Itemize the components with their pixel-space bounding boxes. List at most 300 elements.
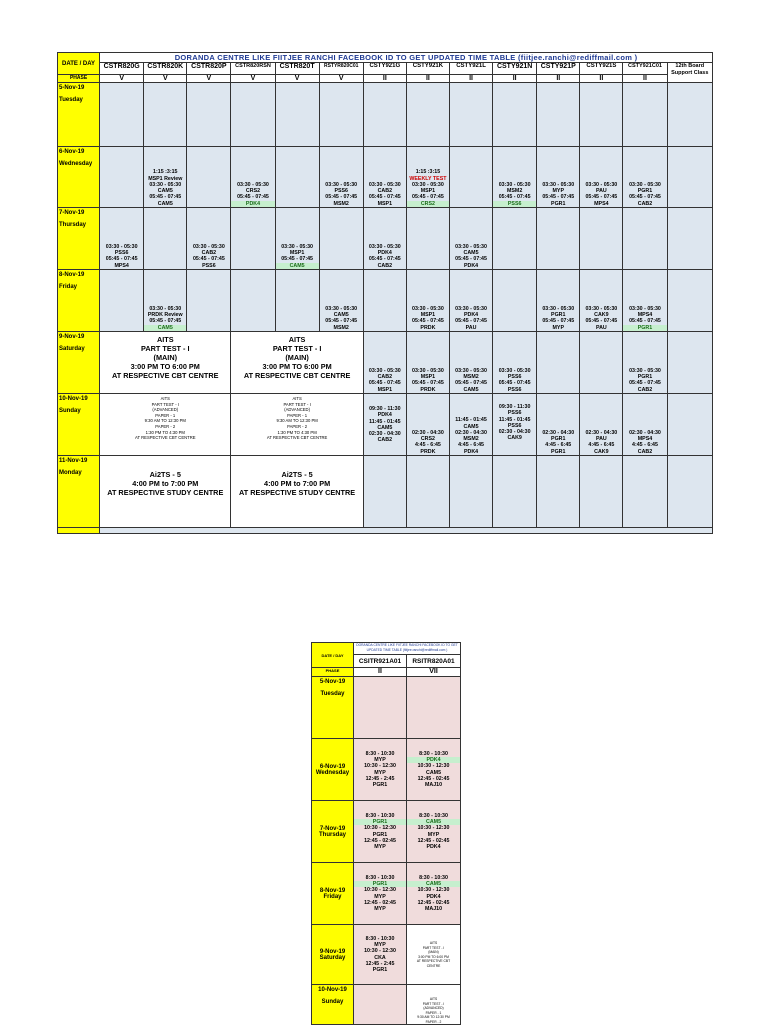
- subject-code: PDK4: [426, 893, 441, 900]
- day-cell: [58, 394, 100, 456]
- slot-cell: [231, 147, 275, 208]
- time-slot: 05:45 - 07:45: [149, 318, 182, 325]
- subject-code: MSM2: [506, 188, 523, 195]
- day-label: Wednesday: [59, 161, 93, 167]
- slot-cell: [319, 83, 363, 147]
- slot-cell: [275, 147, 319, 208]
- day-label: Sunday: [321, 999, 344, 1005]
- slot-cell: [580, 83, 623, 147]
- exam-line: PART TEST - I: [422, 945, 445, 950]
- col-header: CSTY921S: [580, 63, 623, 75]
- subject-code: MSM2: [333, 324, 349, 331]
- time-slot: 8:30 - 10:30: [419, 874, 448, 881]
- slot-cell: [623, 456, 667, 528]
- day-cell: [58, 332, 100, 394]
- slot-cell: [449, 394, 492, 456]
- date-label: 6-Nov-19: [59, 149, 85, 155]
- exam-line: PART TEST - I: [272, 344, 322, 353]
- slot-cell: [537, 394, 580, 456]
- time-slot: 4:45 - 6:45: [588, 442, 615, 449]
- slot-cell: [100, 270, 144, 332]
- exam-title: AITS: [288, 335, 306, 344]
- subject-code: MPS4: [637, 436, 653, 443]
- exam-line: PAPER - 1: [425, 1010, 442, 1015]
- time-slot: 03:30 - 05:30: [629, 367, 661, 374]
- slot-cell: [187, 147, 231, 208]
- exam-title: AITS: [156, 335, 174, 344]
- slot-cell: [231, 270, 275, 332]
- time-slot: 05:45 - 07:45: [455, 256, 487, 263]
- subject-code: CAB2: [377, 262, 393, 269]
- slot-cell: [144, 147, 187, 208]
- phase-cell: II: [406, 75, 449, 83]
- table-row: [312, 677, 461, 739]
- day-cell: [312, 677, 354, 739]
- subject-code: MPS4: [114, 262, 129, 269]
- date-label: 7-Nov-19: [319, 825, 346, 832]
- time-slot: 11:45 - 01:45: [498, 416, 531, 423]
- time-slot: 05:45 - 07:45: [192, 256, 225, 263]
- time-slot: 05:45 - 07:45: [455, 318, 487, 325]
- time-slot: 8:30 - 10:30: [365, 812, 395, 819]
- day-cell: [58, 83, 100, 147]
- time-slot: 05:45 - 07:45: [237, 194, 269, 201]
- time-slot: 03:30 - 05:30: [629, 305, 661, 312]
- slot-cell: [449, 456, 492, 528]
- slot-cell: [449, 270, 492, 332]
- slot-cell: [187, 270, 231, 332]
- time-slot: 4:45 - 6:45: [414, 442, 441, 449]
- main-timetable: [57, 52, 713, 534]
- time-slot: 05:45 - 07:45: [368, 194, 401, 201]
- time-slot: 03:30 - 05:30: [149, 305, 182, 312]
- slot-cell: [493, 456, 537, 528]
- slot-cell: [363, 83, 406, 147]
- subject-code: CAK9: [594, 312, 609, 319]
- slot-cell: [231, 208, 275, 270]
- time-slot: 05:45 - 07:45: [105, 256, 138, 263]
- exam-line: PART TEST - I: [422, 1001, 445, 1006]
- time-slot: 03:30 - 05:30: [368, 367, 401, 374]
- day-cell: [58, 208, 100, 270]
- exam-block: [231, 394, 363, 456]
- slot-cell: [354, 985, 407, 1025]
- exam-line: (MAIN): [428, 950, 439, 954]
- slot-cell: [406, 270, 449, 332]
- subject-code: MYP: [374, 769, 386, 776]
- exam-time: 3:00 PM TO 6:00 PM: [418, 954, 449, 959]
- subject-code: MYP: [374, 756, 386, 763]
- subject-code: CAM5: [144, 325, 186, 331]
- slot-cell: [493, 147, 537, 208]
- time-slot: 10:30 - 12:30: [417, 763, 450, 770]
- day-label: Wednesday: [315, 769, 350, 776]
- slot-cell: [144, 208, 187, 270]
- slot-cell: [407, 801, 461, 863]
- table-row: [58, 83, 713, 147]
- time-slot: 10:30 - 12:30: [364, 887, 396, 894]
- exam-block: [100, 394, 231, 456]
- slot-cell: [667, 208, 712, 270]
- col-header: CSTY921P: [537, 63, 580, 75]
- slot-cell: [363, 394, 406, 456]
- weekly-test-label: WEEKLY TEST: [409, 175, 447, 182]
- subject-code: PGR1: [551, 200, 566, 207]
- time-slot: 03:30 - 05:30: [629, 181, 661, 188]
- subject-code: CAM5: [157, 200, 173, 207]
- slot-cell: [623, 208, 667, 270]
- subject-code: PGR1: [372, 967, 388, 974]
- table-row: [312, 739, 461, 801]
- phase-label: PHASE: [58, 75, 100, 83]
- subject-code: PAU: [595, 324, 607, 331]
- subject-code: CAB2: [637, 200, 653, 207]
- time-slot: 03:30 - 05:30: [542, 305, 575, 312]
- exam-venue: CENTRE: [426, 963, 441, 968]
- subject-code: PAU: [595, 188, 607, 195]
- slot-cell: [580, 270, 623, 332]
- exam-line: (MAIN): [153, 353, 178, 362]
- slot-cell: [449, 83, 492, 147]
- col-header: RSITR820A01: [407, 655, 461, 668]
- slot-cell: [623, 147, 667, 208]
- day-label: Tuesday: [320, 691, 345, 697]
- slot-cell: [580, 456, 623, 528]
- exam-line: PAPER - 2: [155, 423, 176, 429]
- day-cell: [312, 925, 354, 985]
- slot-cell: [407, 739, 461, 801]
- exam-line: (ADVANCED): [423, 1006, 444, 1010]
- page-title: DORANDA CENTRE LIKE FIITJEE RANCHI FACEBOOK ID TO GET UPDATED TIME TABLE (fiitjee.ranchi@rediffmail.com ): [100, 53, 713, 63]
- subject-code: MSP1: [377, 386, 393, 393]
- second-timetable: [311, 642, 461, 1025]
- exam-title: AITS: [429, 997, 438, 1001]
- subject-code: MSP1: [420, 374, 436, 381]
- date-day-header: DATE / DAY: [58, 53, 100, 75]
- subject-code: MYP: [427, 831, 440, 838]
- phase-cell: II: [493, 75, 537, 83]
- subject-code: CAM5: [333, 312, 349, 319]
- slot-cell: [275, 208, 319, 270]
- subject-code: PAU: [465, 324, 477, 331]
- time-slot: 1:15 :3:15: [153, 169, 178, 176]
- subject-code: PGR1: [372, 831, 388, 838]
- subject-code: PSS6: [507, 374, 522, 381]
- time-slot: 05:45 - 07:45: [498, 194, 531, 201]
- phase-cell: II: [449, 75, 492, 83]
- exam-line: (MAIN): [285, 353, 309, 362]
- slot-cell: [667, 332, 712, 394]
- slot-cell: [406, 83, 449, 147]
- slot-cell: [407, 863, 461, 925]
- day-label: Monday: [59, 470, 82, 476]
- exam-venue: AT RESPECTIVE STUDY CENTRE: [239, 488, 356, 497]
- exam-line: PAPER - 1: [155, 412, 176, 418]
- col-header: CSTR820K: [144, 63, 187, 75]
- phase-cell: V: [100, 75, 144, 83]
- col-header: CSTR820G: [100, 63, 144, 75]
- subject-code: CAM5: [157, 188, 173, 195]
- col-header: CSTY921N: [493, 63, 537, 75]
- subject-code: CAM5: [463, 250, 479, 257]
- time-slot: 05:45 - 07:45: [325, 318, 358, 325]
- time-slot: 05:45 - 07:45: [412, 318, 444, 325]
- slot-cell: [275, 83, 319, 147]
- day-label: Saturday: [59, 346, 85, 352]
- date-label: 6-Nov-19: [319, 763, 346, 770]
- subject-code: PGR1: [551, 312, 566, 319]
- col-header: CSTY921L: [449, 63, 492, 75]
- exam-title: Ai2TS - 5: [281, 470, 313, 479]
- subject-code: PDK4: [231, 201, 274, 207]
- time-slot: 03:30 - 05:30: [455, 243, 487, 250]
- time-slot: 03:30 - 05:30: [498, 367, 531, 374]
- slot-cell: [275, 270, 319, 332]
- exam-block: [100, 456, 231, 528]
- slot-cell: [667, 83, 712, 147]
- col-header: RSTYR820C01: [319, 63, 363, 75]
- time-slot: 05:45 - 07:45: [149, 194, 182, 201]
- time-slot: 03:30 - 05:30: [149, 181, 182, 188]
- subject-code: CAB2: [377, 188, 393, 195]
- exam-time: 4:00 PM to 7:00 PM: [264, 479, 331, 488]
- time-slot: 05:45 - 07:45: [368, 256, 401, 263]
- date-label: 9-Nov-19: [319, 948, 346, 955]
- subject-code: PGR1: [354, 881, 406, 887]
- exam-block: [231, 332, 363, 394]
- date-label: 8-Nov-19: [319, 887, 346, 894]
- subject-code: PGR1: [354, 819, 406, 825]
- subject-code: CAM5: [463, 386, 479, 393]
- slot-cell: [407, 677, 461, 739]
- exam-title: AITS: [429, 941, 438, 945]
- time-slot: 1:15 :3:15: [415, 169, 441, 176]
- exam-block: [100, 332, 231, 394]
- subject-code: MYP: [374, 941, 386, 948]
- time-slot: 05:45 - 07:45: [368, 380, 401, 387]
- subject-code: CAM5: [463, 423, 479, 430]
- subject-code: MYP: [374, 893, 386, 900]
- phase-cell: V: [275, 75, 319, 83]
- time-slot: 03:30 - 05:30: [281, 243, 313, 250]
- subject-code: CAB2: [637, 386, 653, 393]
- table-row: [58, 332, 713, 394]
- time-slot: 03:30 - 05:30: [542, 181, 575, 188]
- exam-time: 9:30 AM TO 12:30 PM: [276, 418, 318, 424]
- subject-code: PSS6: [507, 410, 522, 417]
- time-slot: 8:30 - 10:30: [419, 750, 448, 757]
- exam-venue: AT RESPECTIVE STUDY CENTRE: [107, 488, 224, 497]
- subject-code: PDK4: [463, 312, 479, 319]
- day-cell: [58, 528, 100, 534]
- slot-cell: [493, 83, 537, 147]
- time-slot: 4:45 - 6:45: [545, 442, 572, 449]
- time-slot: 12:45 - 2:45: [365, 775, 395, 782]
- phase-cell: II: [537, 75, 580, 83]
- time-slot: 05:45 - 07:45: [412, 194, 444, 201]
- col-header: CSTR820T: [275, 63, 319, 75]
- exam-time: 3:00 PM TO 6:00 PM: [262, 362, 332, 371]
- slot-cell: [493, 270, 537, 332]
- subject-code: MPS4: [637, 312, 653, 319]
- exam-venue: AT RESPECTIVE CBT CENTRE: [135, 435, 196, 441]
- time-slot: 05:45 - 07:45: [542, 318, 575, 325]
- subject-code: PSS6: [507, 386, 522, 393]
- phase-cell: VII: [407, 668, 461, 677]
- slot-cell: [354, 801, 407, 863]
- date-label: 10-Nov-19: [59, 396, 88, 402]
- subject-code: CAM5: [407, 819, 460, 825]
- table-row: [58, 147, 713, 208]
- slot-cell: [667, 456, 712, 528]
- day-cell: [312, 801, 354, 863]
- slot-cell: [187, 83, 231, 147]
- time-slot: 12:45 - 02:45: [364, 837, 396, 844]
- exam-block: [407, 925, 461, 985]
- exam-time: 9:30 AM TO 12:30 PM: [144, 418, 186, 424]
- exam-title: Ai2TS - 5: [149, 470, 181, 479]
- time-slot: 12:45 - 2:45: [365, 960, 395, 967]
- slot-cell: [449, 208, 492, 270]
- subject-code: CAM5: [407, 881, 460, 887]
- slot-cell: [580, 394, 623, 456]
- day-label: Tuesday: [59, 97, 83, 103]
- subject-code: PRDK Review: [147, 312, 183, 319]
- time-slot: 09:30 - 11:30: [498, 404, 531, 410]
- time-slot: 02:30 - 04:30: [585, 429, 618, 436]
- subject-code: PDK4: [407, 757, 460, 763]
- exam-title: AITS: [160, 396, 170, 401]
- time-slot: 03:30 - 05:30: [412, 181, 444, 188]
- phase-cell: V: [319, 75, 363, 83]
- subject-code: CAK9: [594, 448, 609, 455]
- time-slot: 8:30 - 10:30: [365, 750, 395, 757]
- time-slot: 03:30 - 05:30: [325, 181, 358, 188]
- time-slot: 03:30 - 05:30: [368, 243, 401, 250]
- phase-cell: II: [354, 668, 407, 677]
- time-slot: 05:45 - 07:45: [629, 194, 661, 201]
- day-cell: [58, 456, 100, 528]
- time-slot: 4:45 - 6:45: [458, 442, 484, 449]
- subject-code: MSP1 Review: [148, 175, 183, 182]
- slot-cell: [187, 208, 231, 270]
- time-slot: 8:30 - 10:30: [365, 874, 395, 881]
- subject-code: PRDK: [420, 448, 436, 455]
- slot-cell: [406, 456, 449, 528]
- time-slot: 02:30 - 04:30: [498, 429, 531, 436]
- slot-cell: [537, 270, 580, 332]
- day-label: Thursday: [59, 222, 87, 228]
- exam-title: AITS: [292, 396, 302, 401]
- exam-venue: AT RESPECTIVE CBT CENTRE: [243, 371, 351, 380]
- subject-code: CRS2: [245, 188, 261, 195]
- subject-code: CAK9: [507, 435, 522, 442]
- subject-code: PGR1: [637, 374, 653, 381]
- subject-code: PDK4: [463, 262, 479, 269]
- slot-cell: [667, 147, 712, 208]
- day-cell: [312, 985, 354, 1025]
- phase-label: PHASE: [312, 668, 354, 677]
- slot-cell: [537, 456, 580, 528]
- time-slot: 11:45 - 01:45: [369, 418, 401, 425]
- slot-cell: [363, 456, 406, 528]
- day-cell: [312, 863, 354, 925]
- time-slot: 05:45 - 07:45: [498, 380, 531, 387]
- subject-code: PGR1: [372, 782, 388, 789]
- day-label: Thursday: [318, 831, 346, 838]
- slot-cell: [363, 208, 406, 270]
- exam-block: [407, 985, 461, 1025]
- exam-time: 1:30 PM TO 4:30 PM: [277, 429, 317, 435]
- slot-cell: [354, 739, 407, 801]
- table-row: [312, 801, 461, 863]
- time-slot: 02:30 - 04:30: [455, 429, 487, 436]
- subject-code: CAB2: [201, 250, 217, 257]
- class-code-row: [58, 63, 713, 75]
- slot-cell: [354, 677, 407, 739]
- phase-cell: II: [580, 75, 623, 83]
- table-row: [312, 985, 461, 1025]
- date-label: 5-Nov-19: [319, 679, 346, 685]
- time-slot: 05:45 - 07:45: [281, 256, 313, 263]
- exam-line: PART TEST - I: [141, 344, 190, 353]
- subject-code: PGR1: [551, 436, 566, 443]
- table-row: [312, 863, 461, 925]
- subject-code: CAM5: [426, 769, 442, 776]
- subject-code: MSP1: [377, 200, 393, 207]
- subject-code: PAU: [595, 436, 607, 443]
- exam-line: (ADVANCED): [152, 407, 179, 413]
- slot-cell: [363, 270, 406, 332]
- time-slot: 03:30 - 05:30: [237, 181, 269, 188]
- subject-code: MSP1: [420, 312, 436, 319]
- time-slot: 03:30 - 05:30: [455, 305, 487, 312]
- day-label: Saturday: [319, 954, 346, 961]
- day-label: Friday: [323, 893, 342, 900]
- slot-cell: [100, 208, 144, 270]
- slot-cell: [406, 394, 449, 456]
- slot-cell: [623, 270, 667, 332]
- subject-code: CRS2: [420, 436, 435, 443]
- subject-code: PDK4: [463, 448, 479, 455]
- subject-code: MSP1: [289, 250, 305, 257]
- time-slot: 8:30 - 10:30: [419, 812, 448, 819]
- date-label: 8-Nov-19: [59, 272, 85, 278]
- slot-cell: [319, 270, 363, 332]
- time-slot: 03:30 - 05:30: [585, 305, 618, 312]
- time-slot: 11:45 - 01:45: [455, 417, 487, 424]
- subject-code: CRS2: [407, 201, 449, 207]
- table-row: [58, 208, 713, 270]
- subject-code: MYP: [374, 844, 386, 851]
- subject-code: PRDK: [420, 386, 436, 393]
- time-slot: 05:45 - 07:45: [325, 194, 358, 201]
- table-row: [58, 394, 713, 456]
- slot-cell: [537, 208, 580, 270]
- slot-cell: [537, 147, 580, 208]
- subject-code: MAJ10: [424, 906, 443, 913]
- slot-cell: [493, 394, 537, 456]
- exam-line: PART TEST - I: [283, 401, 311, 407]
- time-slot: 03:30 - 05:30: [325, 305, 358, 312]
- date-label: 9-Nov-19: [59, 334, 85, 340]
- exam-line: PAPER - 2: [425, 1019, 442, 1024]
- slot-cell: [363, 332, 406, 394]
- col-header: CSITR921A01: [354, 655, 407, 668]
- phase-cell: V: [144, 75, 187, 83]
- time-slot: 03:30 - 05:30: [105, 243, 138, 250]
- slot-cell: [537, 83, 580, 147]
